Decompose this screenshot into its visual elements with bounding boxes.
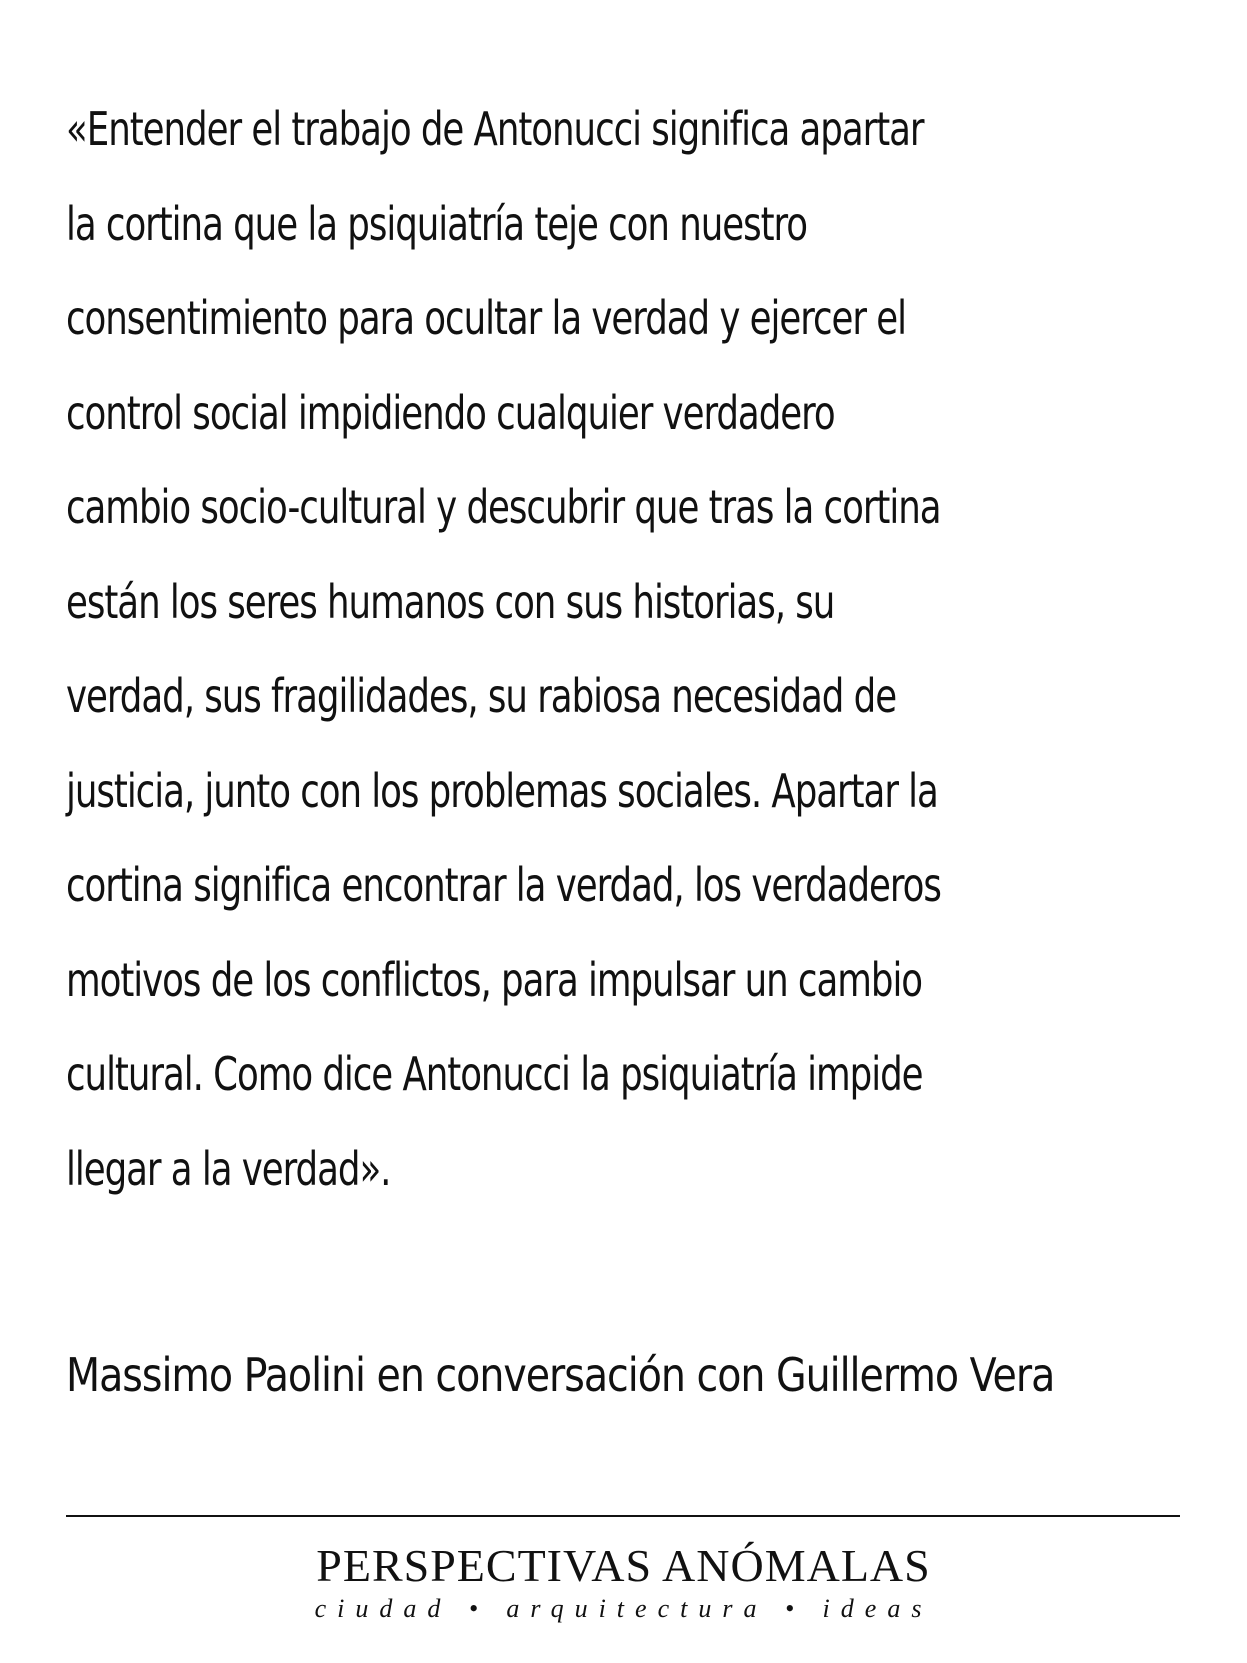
quote-line: cambio socio-cultural y descubrir que tras la cortina <box>66 480 941 534</box>
quote-line: consentimiento para ocultar la verdad y ejercer el <box>66 291 906 345</box>
quote-line: cultural. Como dice Antonucci la psiquiatría impide <box>66 1047 923 1101</box>
quote-line: están los seres humanos con sus historias, su <box>66 574 835 629</box>
quote-line: verdad, sus fragilidades, su rabiosa necesidad de <box>66 669 897 723</box>
attribution: Massimo Paolini en conversación con Guillermo Vera <box>66 1348 1055 1402</box>
brand-tagline: ciudad • arquitectura • ideas <box>314 1594 933 1623</box>
quote-line: la cortina que la psiquiatría teje con nuestro <box>66 196 808 251</box>
brand-name: PERSPECTIVAS ANÓMALAS <box>316 1540 931 1591</box>
divider <box>66 1515 1180 1517</box>
quote-line: cortina significa encontrar la verdad, los verdaderos <box>66 858 941 912</box>
quote-line: llegar a la verdad». <box>66 1141 391 1196</box>
quote-line: motivos de los conflictos, para impulsar un cambio <box>66 952 923 1007</box>
quote-line: control social impidiendo cualquier verdadero <box>66 385 835 440</box>
quote-line: «Entender el trabajo de Antonucci significa apartar <box>66 102 924 156</box>
quote-text <box>66 82 1196 1216</box>
brand-logo <box>0 1540 1247 1624</box>
quote-line: justicia, junto con los problemas sociales. Apartar la <box>66 763 938 818</box>
